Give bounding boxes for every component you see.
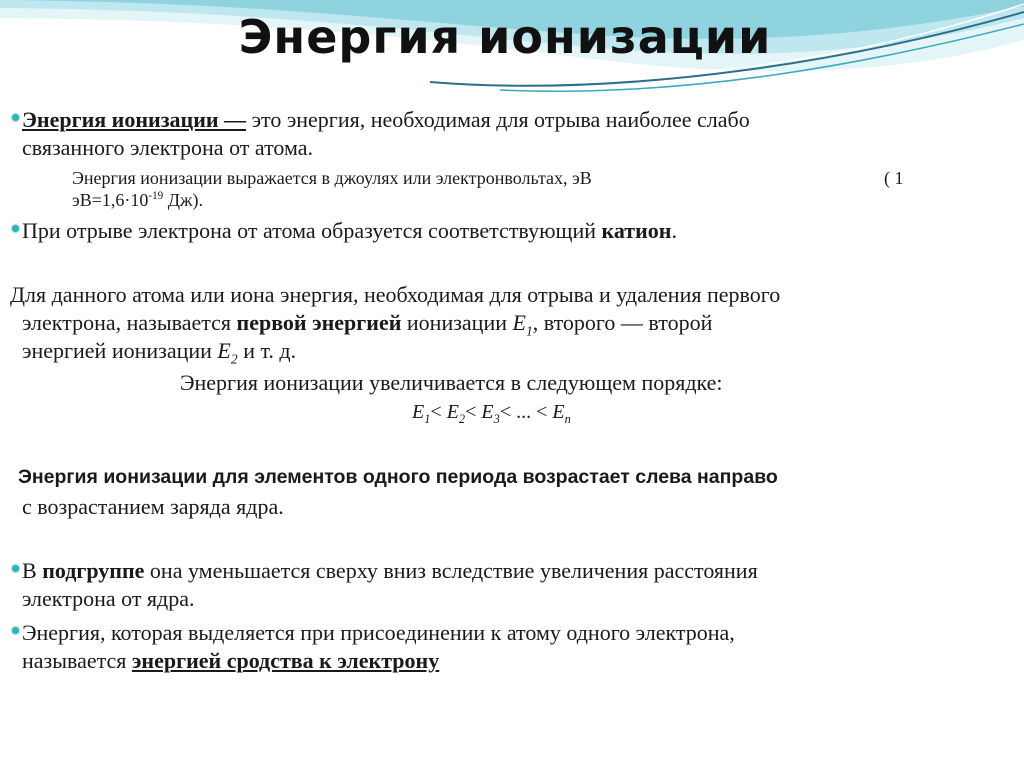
- bullet-icon: [12, 565, 19, 572]
- period-trend-line-1: Энергия ионизации для элементов одного периода возрастает слева направо: [18, 466, 778, 488]
- subgroup-line-2: электрона от ядра.: [22, 586, 195, 611]
- first-energy-line-1: Для данного атома или иона энергия, необходимая для отрыва и удаления первого: [10, 282, 781, 307]
- units-paren: ( 1: [884, 168, 904, 188]
- affinity-line-2: называется энергией сродства к электрону: [22, 648, 440, 673]
- bullet-icon: [12, 627, 19, 634]
- definition-term: Энергия ионизации —: [22, 107, 247, 132]
- affinity-line-1: Энергия, которая выделяется при присоединении к атому одного электрона,: [22, 620, 735, 645]
- cation-line: При отрыве электрона от атома образуется соответствующий катион.: [22, 218, 677, 243]
- first-energy-line-3: энергией ионизации $E_2$ и т. д.: [22, 338, 297, 367]
- order-formula: $E_1< E_2< E_3<$ ... < $E_n$: [412, 401, 571, 426]
- subgroup-line-1: В подгруппе она уменьшается сверху вниз вследствие увеличения расстояния: [22, 558, 758, 583]
- definition-line-2: связанного электрона от атома.: [22, 135, 314, 160]
- bullet-icon: [12, 114, 19, 121]
- electron-affinity-term: энергией сродства к электрону: [131, 648, 440, 673]
- page-title: Энергия ионизации: [238, 10, 772, 64]
- period-trend-line-2: с возрастанием заряда ядра.: [22, 494, 284, 519]
- units-line-1: Энергия ионизации выражается в джоулях или электронвольтах, эВ: [72, 168, 592, 188]
- units-line-2: $эВ=1,6\cdot 10^{-19}$ Дж).: [72, 190, 203, 210]
- definition-line-1: Энергия ионизации — это энергия, необходимая для отрыва наиболее слабо: [22, 107, 750, 132]
- bullet-icon: [12, 225, 19, 232]
- first-energy-line-2: электрона, называется первой энергией ионизации $E_1$, второго — второй: [22, 310, 713, 339]
- order-intro: Энергия ионизации увеличивается в следующем порядке:: [180, 370, 723, 395]
